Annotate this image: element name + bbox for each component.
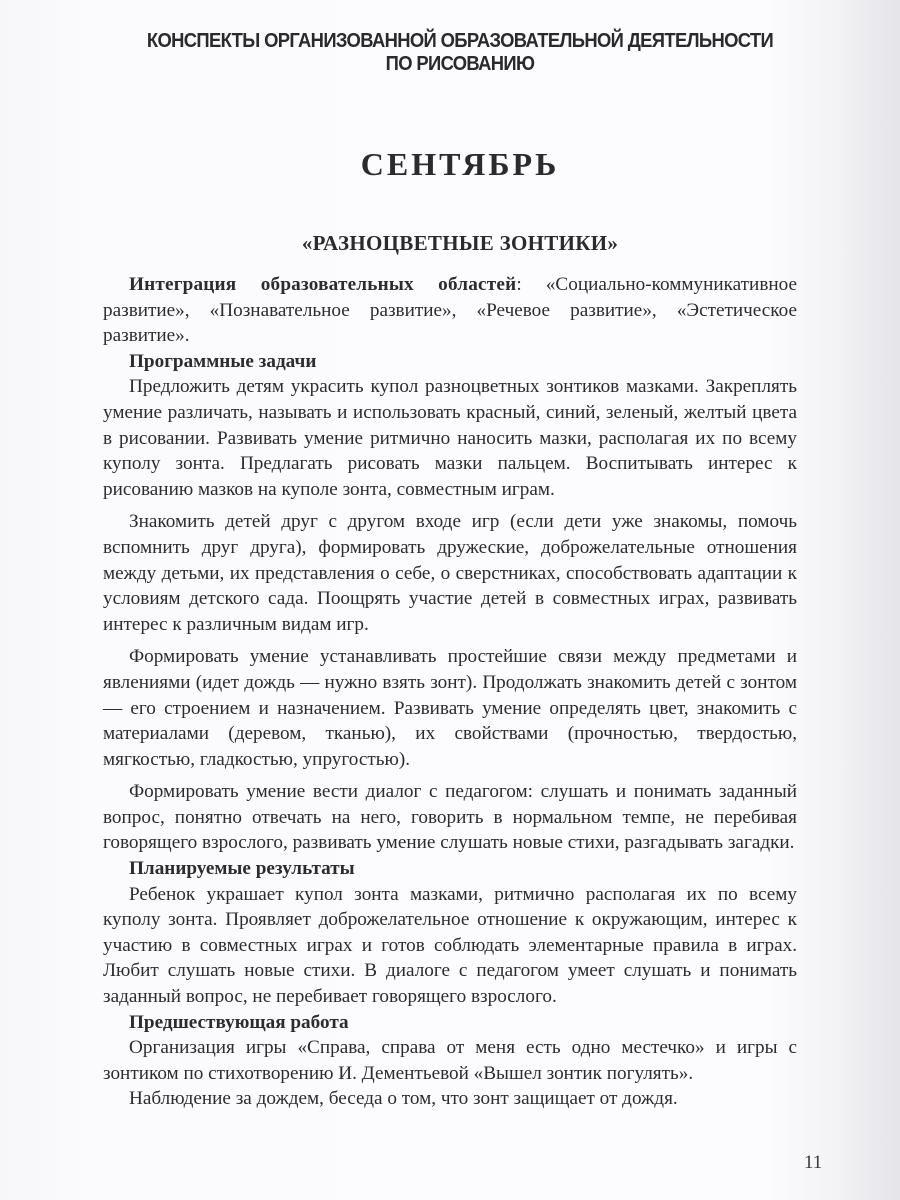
tasks-paragraph: Формировать умение устанавливать простейшие связи между предметами и явлениями (идет дождь — нужно взять зонт). Продолжать знакомить детей с зонтом — его строением и назначением. Развивать умение определять цвет, знакомить с материалами (деревом, тканью), их свойствами (прочностью, твердостью, мягкостью, гладкостью, упругостью). bbox=[103, 646, 797, 770]
tasks-paragraph: Знакомить детей друг с другом входе игр (если дети уже знакомы, помочь вспомнить друг друга), формировать дружеские, доброжелательные отношения между детьми, их представления о себе, о сверстниках, способствовать адаптации к условиям детского сада. Поощрять участие детей в совместных играх, развивать интерес к различным видам игр. bbox=[103, 511, 797, 635]
tasks-paragraph: Формировать умение вести диалог с педагогом: слушать и понимать заданный вопрос, понятно отвечать на него, говорить в нормальном темпе, не перебивая говорящего взрослого, развивать умение слушать новые стихи, разгадывать загадки. bbox=[103, 781, 797, 854]
running-header bbox=[129, 30, 791, 76]
section-heading-prior-work: Предшествующая работа bbox=[129, 1011, 349, 1033]
page-edge-shadow bbox=[840, 0, 900, 1200]
integration-label: Интеграция образовательных областей bbox=[129, 274, 517, 295]
body-text bbox=[103, 272, 797, 1112]
integration-paragraph bbox=[103, 272, 797, 349]
tasks-paragraph: Предложить детям украсить купол разноцветных зонтиков мазками. Закреплять умение различать, называть и использовать красный, синий, зеленый, желтый цвета в рисовании. Развивать умение ритмично наносить мазки, располагая их по всему куполу зонта. Предлагать рисовать мазки пальцем. Воспитывать интерес к рисованию мазков на куполе зонта, совместным играм. bbox=[103, 376, 797, 500]
page-number: 11 bbox=[804, 1152, 823, 1173]
lesson-title: «РАЗНОЦВЕТНЫЕ ЗОНТИКИ» bbox=[301, 231, 619, 255]
header-line-2: ПО РИСОВАНИЮ bbox=[385, 53, 535, 75]
prior-work-paragraph: Организация игры «Справа, справа от меня есть одно местечко» и игры с зонтиком по стихотворению И. Дементьевой «Вышел зонтик погулять». bbox=[103, 1037, 797, 1084]
header-line-1: КОНСПЕКТЫ ОРГАНИЗОВАННОЙ ОБРАЗОВАТЕЛЬНОЙ ДЕЯТЕЛЬНОСТИ bbox=[146, 30, 774, 52]
integration-text: «Социально-коммуникативное развитие», «Познавательное развитие», «Речевое развитие», «Эстетическое развитие». bbox=[103, 274, 797, 347]
month-heading: СЕНТЯБРЬ bbox=[360, 146, 560, 182]
section-heading-tasks: Программные задачи bbox=[129, 350, 317, 372]
prior-work-paragraph: Наблюдение за дождем, беседа о том, что зонт защищает от дождя. bbox=[129, 1088, 678, 1110]
integration-colon: : bbox=[516, 274, 522, 295]
section-heading-results: Планируемые результаты bbox=[129, 858, 355, 880]
results-paragraph: Ребенок украшает купол зонта мазками, ритмично располагая их по всему куполу зонта. Проявляет доброжелательное отношение к окружающим, интерес к участию в совместных играх и готов соблюдать элементарные правила в играх. Любит слушать новые стихи. В диалоге с педагогом умеет слушать и понимать заданный вопрос, не перебивает говорящего взрослого. bbox=[103, 883, 797, 1008]
